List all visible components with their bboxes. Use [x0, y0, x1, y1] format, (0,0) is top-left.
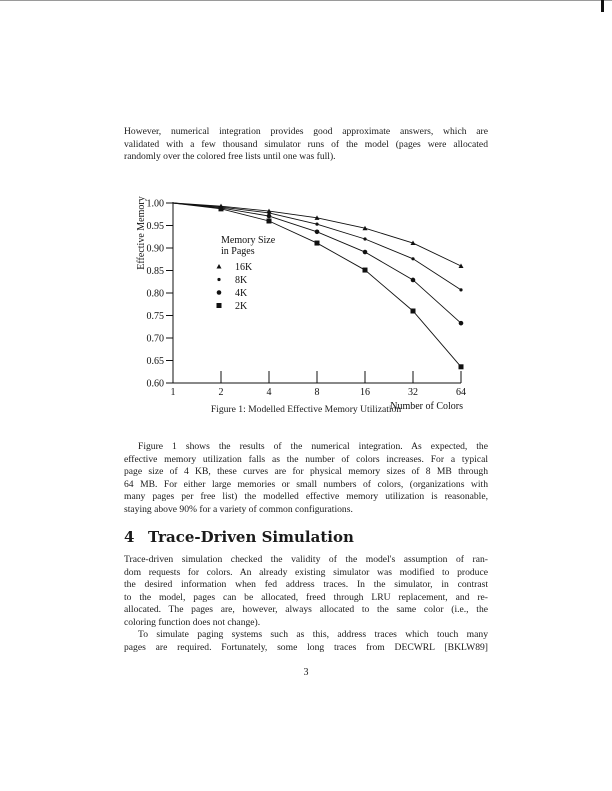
chart-legend — [217, 235, 276, 312]
dot-marker-icon — [217, 278, 220, 281]
section-title: Trace-Driven Simulation — [148, 528, 354, 546]
text-line: validated with a few thousand simulator runs of the model (pages were allocated — [124, 138, 488, 150]
x-tick-label: 64 — [456, 387, 466, 398]
section-paragraph-1 — [124, 554, 488, 629]
square-marker-icon — [267, 219, 272, 224]
text-line: Trace-driven simulation checked the validity of the model's assumption of ran- — [124, 554, 488, 565]
triangle-marker-icon — [459, 264, 464, 269]
y-tick-label: 0.80 — [146, 288, 164, 300]
legend-entry — [217, 288, 248, 299]
legend-entry — [217, 262, 254, 273]
legend-entry — [217, 301, 249, 312]
dot-marker-icon — [315, 223, 318, 226]
figure-caption: Figure 1: Modelled Effective Memory Utilization — [210, 404, 402, 415]
y-axis-label: Effective Memory — [136, 196, 147, 270]
legend-subtitle: in Pages — [221, 246, 255, 257]
dot-marker-icon — [459, 288, 462, 291]
section-heading — [124, 528, 354, 546]
square-marker-icon — [217, 303, 222, 308]
legend-label: 4K — [235, 288, 248, 299]
y-tick-label: 0.75 — [146, 311, 164, 322]
legend-entry — [217, 275, 248, 286]
triangle-marker-icon — [217, 264, 222, 269]
text-line: To simulate paging systems such as this, address traces which touch many — [138, 629, 488, 640]
series-8k — [173, 203, 463, 291]
dot-marker-icon — [411, 257, 414, 260]
x-tick-label: 2 — [218, 387, 224, 398]
text-line: dom requests for colors. An already existing simulator was modified to produce — [124, 566, 488, 578]
text-line: the desired information when fed address traces. In the simulator, in contrast — [124, 579, 488, 590]
circle-marker-icon — [217, 290, 222, 295]
square-marker-icon — [219, 206, 224, 211]
x-tick-label: 1 — [170, 387, 176, 398]
circle-marker-icon — [411, 278, 416, 283]
chart-series — [173, 203, 464, 369]
x-tick-label: 8 — [314, 387, 320, 398]
text-line: pages are required. Fortunately, some long traces from DECWRL [BKLW89] — [124, 641, 488, 653]
y-tick-label: 0.70 — [146, 333, 164, 345]
circle-marker-icon — [363, 250, 368, 255]
text-line: page size of 4 KB, these curves are for physical memory sizes of 8 MB through — [124, 466, 488, 477]
legend-label: 2K — [235, 301, 248, 312]
text-line: staying above 90% for a variety of common configurations. — [124, 503, 353, 515]
series-line — [173, 203, 461, 266]
legend-label: 16K — [235, 262, 253, 273]
square-marker-icon — [411, 309, 416, 314]
page-number: 3 — [303, 667, 309, 678]
text-line: many pages per free list) the modelled effective memory utilization is reasonable, — [124, 491, 488, 502]
text-line: effective memory utilization falls as the number of colors increases. For a typical — [124, 453, 488, 465]
circle-marker-icon — [267, 214, 272, 219]
text-line: However, numerical integration provides good approximate answers, which are — [124, 126, 488, 137]
legend-label: 8K — [235, 275, 248, 286]
square-marker-icon — [459, 364, 464, 369]
text-line: allocated. The pages are, however, always allocated to the same color (i.e., the — [124, 604, 488, 615]
y-tick-label: 0.65 — [146, 356, 164, 367]
y-tick-label: 0.85 — [146, 266, 164, 277]
text-line: coloring function does not change). — [124, 616, 261, 628]
dot-marker-icon — [363, 237, 366, 240]
text-line: 64 MB. For either large memories or small numbers of colors, (organizations with — [124, 478, 488, 490]
square-marker-icon — [315, 241, 320, 246]
text-line: to the model, pages can be allocated, freed through LRU replacement, and re- — [124, 591, 488, 603]
x-tick-label: 16 — [360, 387, 370, 398]
square-marker-icon — [363, 268, 368, 273]
discussion-paragraph — [124, 441, 488, 516]
series-16k — [173, 203, 464, 268]
x-tick-label: 4 — [266, 387, 272, 398]
chart-axes — [136, 196, 466, 412]
text-line: randomly over the colored free lists until one was full). — [124, 151, 336, 162]
y-tick-label: 1.00 — [146, 198, 164, 210]
x-tick-label: 32 — [408, 387, 418, 398]
series-line — [173, 203, 461, 323]
section-paragraph-2 — [124, 629, 488, 654]
text-line: Figure 1 shows the results of the numerical integration. As expected, the — [138, 441, 488, 452]
y-tick-label: 0.95 — [146, 221, 164, 232]
legend-title: Memory Size — [221, 235, 276, 246]
series-line — [173, 203, 461, 367]
y-tick-label: 0.60 — [146, 378, 164, 390]
x-axis-label: Number of Colors — [390, 401, 463, 412]
section-number: 4 — [124, 528, 135, 546]
circle-marker-icon — [315, 230, 320, 235]
y-tick-label: 0.90 — [146, 243, 164, 255]
circle-marker-icon — [459, 321, 464, 326]
